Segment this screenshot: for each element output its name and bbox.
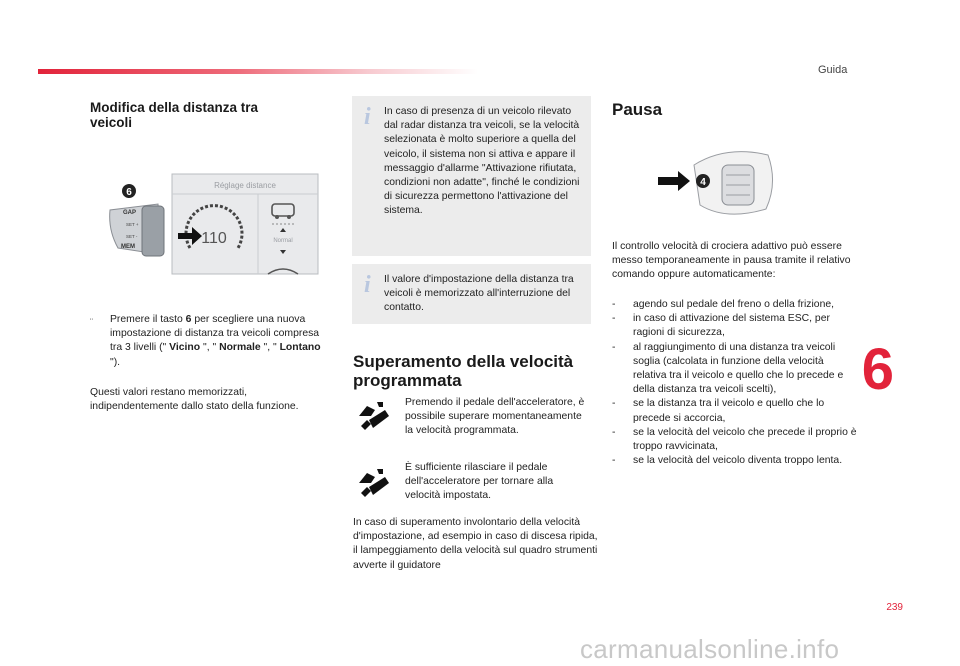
list-item: - agendo sul pedale del freno o della frizione, [612, 298, 857, 312]
pause-intro: Il controllo velocità di crociera adattivo può essere messo temporaneamente in pausa tramite il relativo comando oppure automaticamente: [612, 241, 851, 281]
screen-setting: Normal [273, 238, 293, 244]
list-item: - in caso di attivazione del sistema ESC, per ragioni di sicurezza, [612, 312, 857, 340]
info-radar-text: In caso di presenza di un veicolo rilevato dal radar distanza tra veicoli, se la velocità selezionata è molto superiore a quella del veicolo, il sistema non si attiva e appare il messaggio d'allarme "Attivazione rifiutata, condizioni non adatte", finché le condizioni di sicurezza permettono l'attivazione del sistema. [384, 106, 580, 217]
figure-distance-control [98, 170, 320, 276]
figure-pause-control [656, 143, 776, 225]
heading-distance: Modifica della distanza tra veicoli [90, 100, 259, 130]
section-title: Guida [818, 64, 848, 76]
info-icon: i [364, 272, 371, 298]
watermark: carmanualsonline.info [580, 634, 840, 664]
knob-label-set-minus: SET - [126, 234, 138, 239]
info-icon: i [364, 104, 371, 130]
heading-pause: Pausa [612, 100, 663, 119]
screen-speed: 110 [201, 230, 227, 247]
list-item: - se la velocità del veicolo diventa troppo lenta. [612, 454, 857, 468]
screen-title: Réglage distance [214, 181, 276, 190]
accelerator-release-icon [355, 465, 391, 501]
knob-label-mem: MEM [121, 244, 135, 250]
figure-badge-6: 6 [126, 187, 132, 198]
list-item: - se la distanza tra il veicolo e quello che lo precede si accorcia, [612, 397, 857, 425]
bullet-change-distance [90, 313, 330, 370]
bullet-marker: ¨ [90, 317, 93, 327]
accelerator-press-icon [355, 398, 391, 434]
knob-label-set-plus: SET + [126, 222, 139, 227]
steering-control-illustration [98, 170, 320, 276]
pedal-press-text: Premendo il pedale dell'acceleratore, è possibile superare momentaneamente la velocità programmata. [405, 397, 585, 437]
bullet-text: Premere il tasto 6 per scegliere una nuova impostazione di distanza tra veicoli compresa tra 3 livelli (" Vicino ", " Normale ", " Lontano "). [110, 314, 321, 368]
info-box-radar [352, 96, 591, 256]
stalk-control-illustration [656, 143, 776, 225]
para-memorized: Questi valori restano memorizzati, indipendentemente dallo stato della funzione. [90, 387, 299, 413]
list-item: - se la velocità del veicolo che precede il proprio è troppo ravvicinata, [612, 426, 857, 454]
page-number: 239 [886, 602, 903, 613]
info-memory-text: Il valore d'impostazione della distanza tra veicoli è memorizzato all'interruzione del contatto. [384, 274, 574, 314]
pause-conditions-list [612, 298, 857, 468]
list-item: - al raggiungimento di una distanza tra veicoli soglia (calcolata in funzione della velocità relativa tra il veicolo e quello che lo precede e della distanza tra veicoli scelti), [612, 341, 857, 398]
chapter-number: 6 [861, 337, 894, 402]
pedal-release-text: È sufficiente rilasciare il pedale dell'acceleratore per tornare alla velocità impostata. [405, 462, 554, 502]
heading-overtake: Superamento della velocità programmata [353, 352, 574, 390]
header-accent-bar [38, 69, 478, 74]
para-overspeed: In caso di superamento involontario della velocità d'impostazione, ad esempio in caso di discesa ripida, il lampeggiamento della velocità sul quadro strumenti avverte il guidatore [353, 517, 598, 571]
knob-label-gap: GAP [123, 210, 137, 216]
info-box-memory [352, 264, 591, 324]
figure-badge-4: 4 [700, 177, 706, 188]
